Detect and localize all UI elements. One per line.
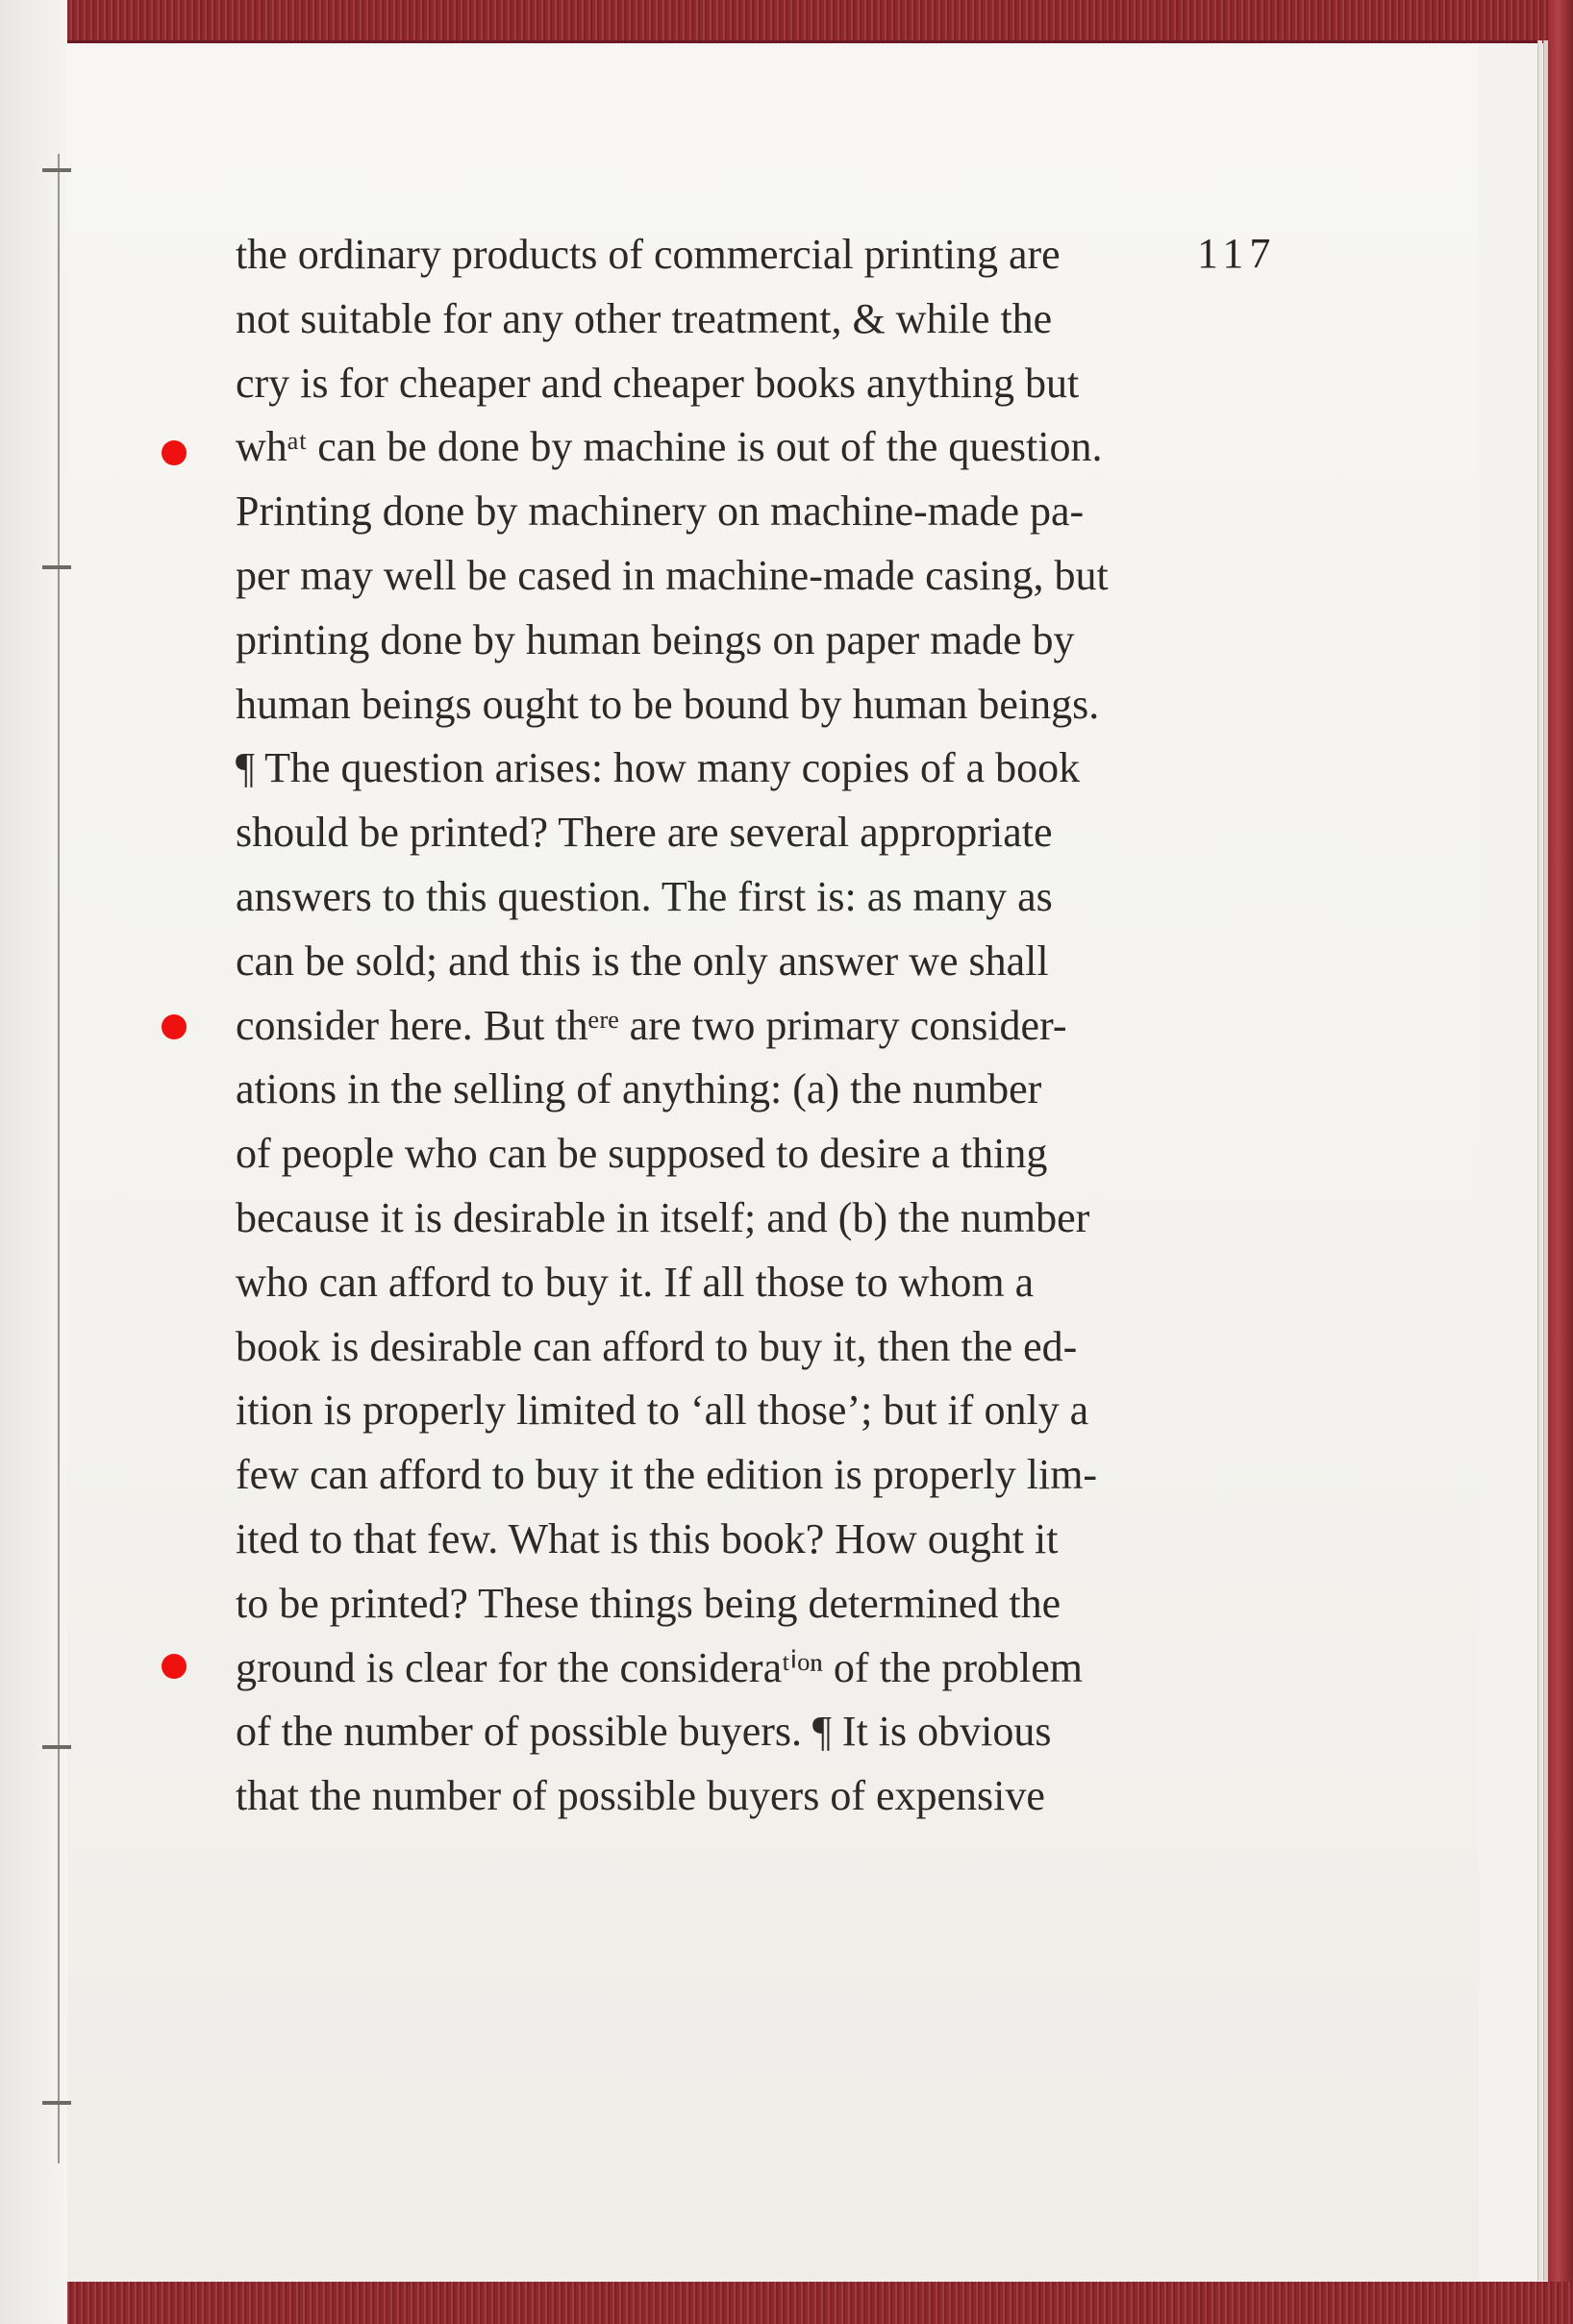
- text-line: ations in the selling of anything: (a) the number: [236, 1065, 1042, 1113]
- text-line: can be sold; and this is the only answer we shall: [236, 937, 1049, 985]
- page-stack-edge: [1537, 40, 1542, 2281]
- gutter-fold-line: [58, 154, 60, 2163]
- binding-stitch: [42, 565, 71, 569]
- text-line: Printing done by machinery on machine-made pa-: [236, 487, 1085, 536]
- text-line: because it is desirable in itself; and (b) the number: [236, 1193, 1090, 1241]
- body-text: [236, 223, 1178, 1829]
- text-line: not suitable for any other treatment, & while the: [236, 294, 1053, 342]
- text-line: ¶ The question arises: how many copies of a book: [236, 744, 1081, 792]
- text-line: human beings ought to be bound by human beings.: [236, 680, 1100, 728]
- text-line: cry is for cheaper and cheaper books anything but: [236, 359, 1080, 407]
- book-cover-bottom-edge: [58, 2282, 1573, 2324]
- page-stack-edge: [1543, 40, 1548, 2281]
- text-line: book is desirable can afford to buy it, then the ed-: [236, 1322, 1078, 1370]
- binding-stitch: [42, 1745, 71, 1749]
- text-line: answers to this question. The first is: as many as: [236, 872, 1053, 920]
- text-line: the ordinary products of commercial printing are: [236, 231, 1061, 278]
- text-line: consider here. But thᵉʳᵉ are two primary consider-: [236, 1001, 1067, 1049]
- red-marker-dot: [162, 440, 187, 465]
- text-line: ition is properly limited to ‘all those’; but if only a: [236, 1387, 1089, 1435]
- book-cover-right-edge: [1548, 0, 1573, 2324]
- page-number: 117: [1197, 230, 1277, 277]
- binding-stitch: [42, 168, 71, 172]
- binding-gutter: [0, 0, 67, 2324]
- text-line: should be printed? There are several appropriate: [236, 809, 1053, 857]
- text-line: that the number of possible buyers of expensive: [236, 1772, 1045, 1820]
- red-marker-dot: [162, 1654, 187, 1679]
- text-line: who can afford to buy it. If all those to whom a: [236, 1258, 1035, 1306]
- text-line: per may well be cased in machine-made casing, but: [236, 551, 1109, 599]
- text-line: printing done by human beings on paper made by: [236, 615, 1075, 663]
- text-line: whᵃᵗ can be done by machine is out of the question.: [236, 423, 1103, 471]
- text-line: few can afford to buy it the edition is properly lim-: [236, 1451, 1098, 1499]
- text-line: ground is clear for the consideraᵗⁱᵒⁿ of the problem: [236, 1643, 1083, 1691]
- text-line: to be printed? These things being determined the: [236, 1579, 1061, 1627]
- text-line: of the number of possible buyers. ¶ It is obvious: [236, 1708, 1052, 1756]
- text-line: ited to that few. What is this book? How ought it: [236, 1514, 1059, 1562]
- red-marker-dot: [162, 1014, 187, 1039]
- book-cover-top-edge: [0, 0, 1573, 43]
- text-line: of people who can be supposed to desire a thing: [236, 1130, 1048, 1178]
- binding-stitch: [42, 2101, 71, 2105]
